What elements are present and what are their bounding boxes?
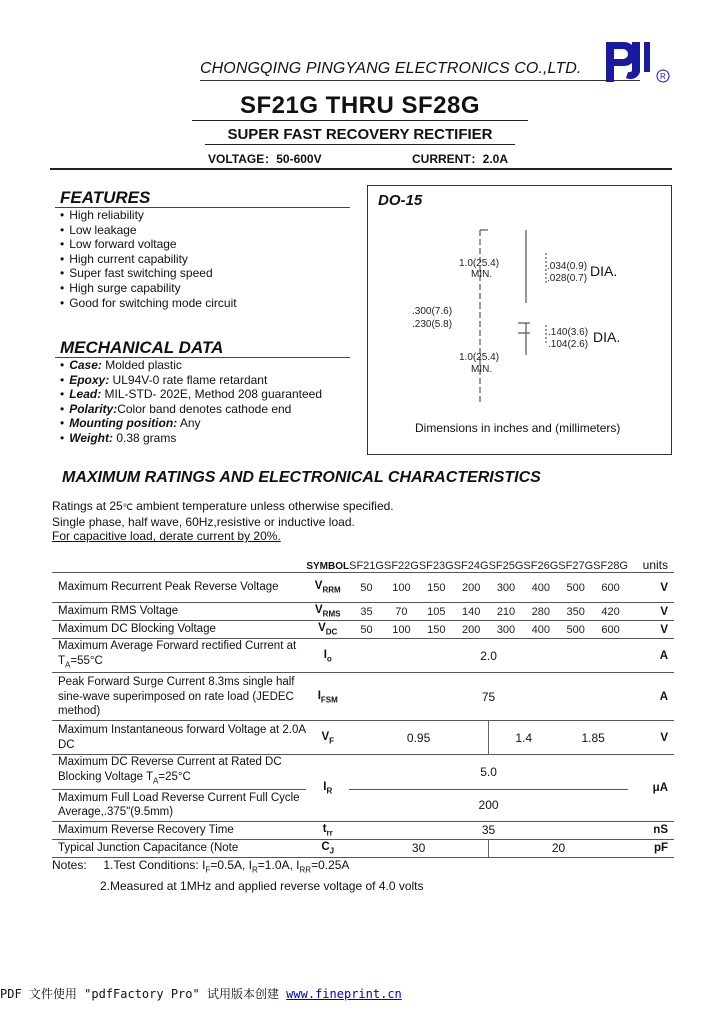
ratings-table xyxy=(52,546,674,858)
symbol-header: SYMBOL xyxy=(306,561,350,572)
feature-item: • Low leakage xyxy=(60,223,237,238)
unit-cell: V xyxy=(628,721,674,755)
body-dia-max: .140(3.6) xyxy=(548,327,589,338)
current-spec: CURRENT：2.0A xyxy=(412,152,509,166)
value-cell: 420 xyxy=(593,603,628,621)
param-label: Maximum Average Forward rectified Current at $T_A=55^\circ C$ xyxy=(52,639,306,673)
mechanical-heading: MECHANICAL DATA xyxy=(60,338,224,357)
features-heading: FEATURES xyxy=(60,188,151,207)
units-header: units xyxy=(642,558,668,572)
header-divider xyxy=(50,168,672,170)
symbol-cell: $C_J$ xyxy=(306,839,349,857)
notes-block xyxy=(52,857,424,895)
ratings-note-capacitive: For capacitive load, derate current by 20%. xyxy=(52,529,281,544)
page-title: SF21G THRU SF28G xyxy=(239,92,481,119)
unit-cell: V xyxy=(628,621,674,639)
value-cell: 210 xyxy=(489,603,524,621)
subtitle-underline xyxy=(205,144,515,145)
value-cell: 100 xyxy=(384,621,419,639)
part-header: SF28G xyxy=(593,560,628,572)
table-row xyxy=(52,789,674,821)
table-row xyxy=(52,603,674,621)
lead-dia-label: DIA. xyxy=(590,263,618,279)
value-cell: 600 xyxy=(593,573,628,603)
body-dia-min: .104(2.6) xyxy=(548,339,589,350)
value-cell: 50 xyxy=(349,573,384,603)
param-label: Maximum Recurrent Peak Reverse Voltage xyxy=(52,573,306,603)
param-label: Maximum Instantaneous forward Voltage at 2.0A DC xyxy=(52,721,306,755)
mech-item-case: • Case: Molded plastic xyxy=(60,358,322,373)
param-label: Maximum DC Blocking Voltage xyxy=(52,621,306,639)
value-cell: 1.4 xyxy=(489,721,559,755)
value-cell: 0.95 xyxy=(349,721,488,755)
value-cell: 100 xyxy=(384,573,419,603)
footer-text: PDF 文件使用 "pdfFactory Pro" 试用版本创建 xyxy=(0,987,287,1001)
part-header: SF21G xyxy=(349,560,384,572)
value-cell: 30 xyxy=(349,839,488,857)
table-row xyxy=(52,755,674,789)
param-label: Peak Forward Surge Current 8.3ms single half sine-wave superimposed on rate load (JEDEC method) xyxy=(52,673,306,721)
part-header: SF26G xyxy=(523,560,559,572)
lead-min-top: MIN. xyxy=(471,269,493,280)
value-cell: 20 xyxy=(489,839,628,857)
unit-cell: V xyxy=(628,603,674,621)
value-cell: 140 xyxy=(454,603,489,621)
symbol-cell: $V_{DC}$ xyxy=(306,621,349,639)
lead-min-bottom: MIN. xyxy=(471,364,493,375)
value-cell: 150 xyxy=(419,621,454,639)
page-subtitle: SUPER FAST RECOVERY RECTIFIER xyxy=(227,126,493,143)
ratings-heading: MAXIMUM RATINGS AND ELECTRONICAL CHARACTERISTICS xyxy=(62,469,541,486)
symbol-cell: $V_{RMS}$ xyxy=(306,603,349,621)
table-row xyxy=(52,673,674,721)
table-header-row xyxy=(52,546,674,573)
ratings-note-temp: Ratings at 25℃ ambient temperature unless otherwise specified. xyxy=(52,499,394,513)
body-length-max: .300(7.6) xyxy=(412,306,453,317)
feature-item: • Low forward voltage xyxy=(60,237,237,252)
table-row xyxy=(52,639,674,673)
value-cell: 280 xyxy=(523,603,558,621)
ratings-conditions xyxy=(52,499,394,544)
value-cell: 600 xyxy=(593,621,628,639)
lead-length-bottom: 1.0(25.4) xyxy=(459,352,500,363)
footer-link[interactable]: www.fineprint.cn xyxy=(286,987,402,1001)
table-row xyxy=(52,839,674,857)
pdf-footer xyxy=(0,985,402,1002)
value-cell: 500 xyxy=(558,621,593,639)
value-cell: 200 xyxy=(349,789,628,821)
body-dia-label: DIA. xyxy=(593,329,621,345)
mech-item-mounting: • Mounting position: Any xyxy=(60,416,322,431)
part-header: SF23G xyxy=(418,560,454,572)
value-cell: 500 xyxy=(558,573,593,603)
part-header: SF22G xyxy=(383,560,419,572)
registered-mark: R xyxy=(660,72,666,81)
feature-item: • Good for switching mode circuit xyxy=(60,296,237,311)
unit-cell: μA xyxy=(628,755,674,821)
note-1: Notes: 1.Test Conditions: $I_F=0.5A$, $I_R=1.0A$, $I_{RR}=0.25A$ xyxy=(52,858,350,875)
lead-dia-min: .028(0.7) xyxy=(547,273,588,284)
value-cell: 400 xyxy=(523,573,558,603)
feature-item: • Super fast switching speed xyxy=(60,266,237,281)
value-cell: 5.0 xyxy=(349,755,628,789)
value-cell: 35 xyxy=(349,603,384,621)
mech-item-weight: • Weight: 0.38 grams xyxy=(60,431,322,446)
unit-cell: pF xyxy=(628,839,674,857)
part-header: SF25G xyxy=(488,560,524,572)
lead-length-top: 1.0(25.4) xyxy=(459,258,500,269)
value-cell: 75 xyxy=(349,673,628,721)
symbol-cell: $I_R$ xyxy=(306,755,349,821)
param-label: Maximum Reverse Recovery Time xyxy=(52,821,306,839)
mech-item-lead: • Lead: MIL-STD- 202E, Method 208 guaranteed xyxy=(60,387,322,402)
value-cell: 300 xyxy=(489,573,524,603)
symbol-cell: $t_{rr}$ xyxy=(306,821,349,839)
value-cell: 400 xyxy=(523,621,558,639)
company-logo-icon xyxy=(600,38,676,86)
value-cell: 350 xyxy=(558,603,593,621)
part-header: SF27G xyxy=(558,560,594,572)
value-cell: 50 xyxy=(349,621,384,639)
symbol-cell: $V_{RRM}$ xyxy=(306,573,349,603)
unit-cell: A xyxy=(628,673,674,721)
value-cell: 200 xyxy=(454,621,489,639)
voltage-spec: VOLTAGE：50-600V xyxy=(208,152,322,166)
company-underline xyxy=(200,80,640,81)
note-2: 2.Measured at 1MHz and applied reverse voltage of 4.0 volts xyxy=(100,879,424,894)
value-cell: 300 xyxy=(489,621,524,639)
table-row xyxy=(52,721,674,755)
table-row xyxy=(52,573,674,603)
title-underline xyxy=(192,120,528,121)
mechanical-list xyxy=(60,358,322,446)
part-header: SF24G xyxy=(453,560,489,572)
feature-item: • High surge capability xyxy=(60,281,237,296)
value-cell: 2.0 xyxy=(349,639,628,673)
ratings-note-phase: Single phase, half wave, 60Hz,resistive or inductive load. xyxy=(52,514,355,529)
unit-cell: nS xyxy=(628,821,674,839)
symbol-cell: $I_{FSM}$ xyxy=(306,673,349,721)
value-cell: 150 xyxy=(419,573,454,603)
param-label: Maximum DC Reverse Current at Rated DC Blocking Voltage $T_A=25^\circ C$ xyxy=(52,755,306,789)
feature-item: • High current capability xyxy=(60,252,237,267)
feature-item: • High reliability xyxy=(60,208,237,223)
value-cell: 35 xyxy=(349,821,628,839)
value-cell: 70 xyxy=(384,603,419,621)
dimension-note: Dimensions in inches and (millimeters) xyxy=(415,421,621,435)
param-label: Maximum Full Load Reverse Current Full Cycle Average,.375"(9.5mm) xyxy=(52,789,306,821)
param-label: Typical Junction Capacitance (Note xyxy=(52,839,306,857)
symbol-cell: $V_F$ xyxy=(306,721,349,755)
symbol-cell: $I_o$ xyxy=(306,639,349,673)
table-row xyxy=(52,821,674,839)
mech-item-epoxy: • Epoxy: UL94V-0 rate flame retardant xyxy=(60,373,322,388)
table-row xyxy=(52,621,674,639)
unit-cell: A xyxy=(628,639,674,673)
mech-item-polarity: • Polarity:Color band denotes cathode end xyxy=(60,402,322,417)
param-label: Maximum RMS Voltage xyxy=(52,603,306,621)
package-title: DO-15 xyxy=(378,192,423,209)
features-list xyxy=(60,208,237,310)
unit-cell: V xyxy=(628,573,674,603)
lead-dia-max: .034(0.9) xyxy=(547,261,588,272)
company-name: CHONGQING PINGYANG ELECTRONICS CO.,LTD. xyxy=(200,60,582,77)
value-cell: 1.85 xyxy=(558,721,628,755)
value-cell: 105 xyxy=(419,603,454,621)
body-length-min: .230(5.8) xyxy=(412,319,453,330)
value-cell: 200 xyxy=(454,573,489,603)
